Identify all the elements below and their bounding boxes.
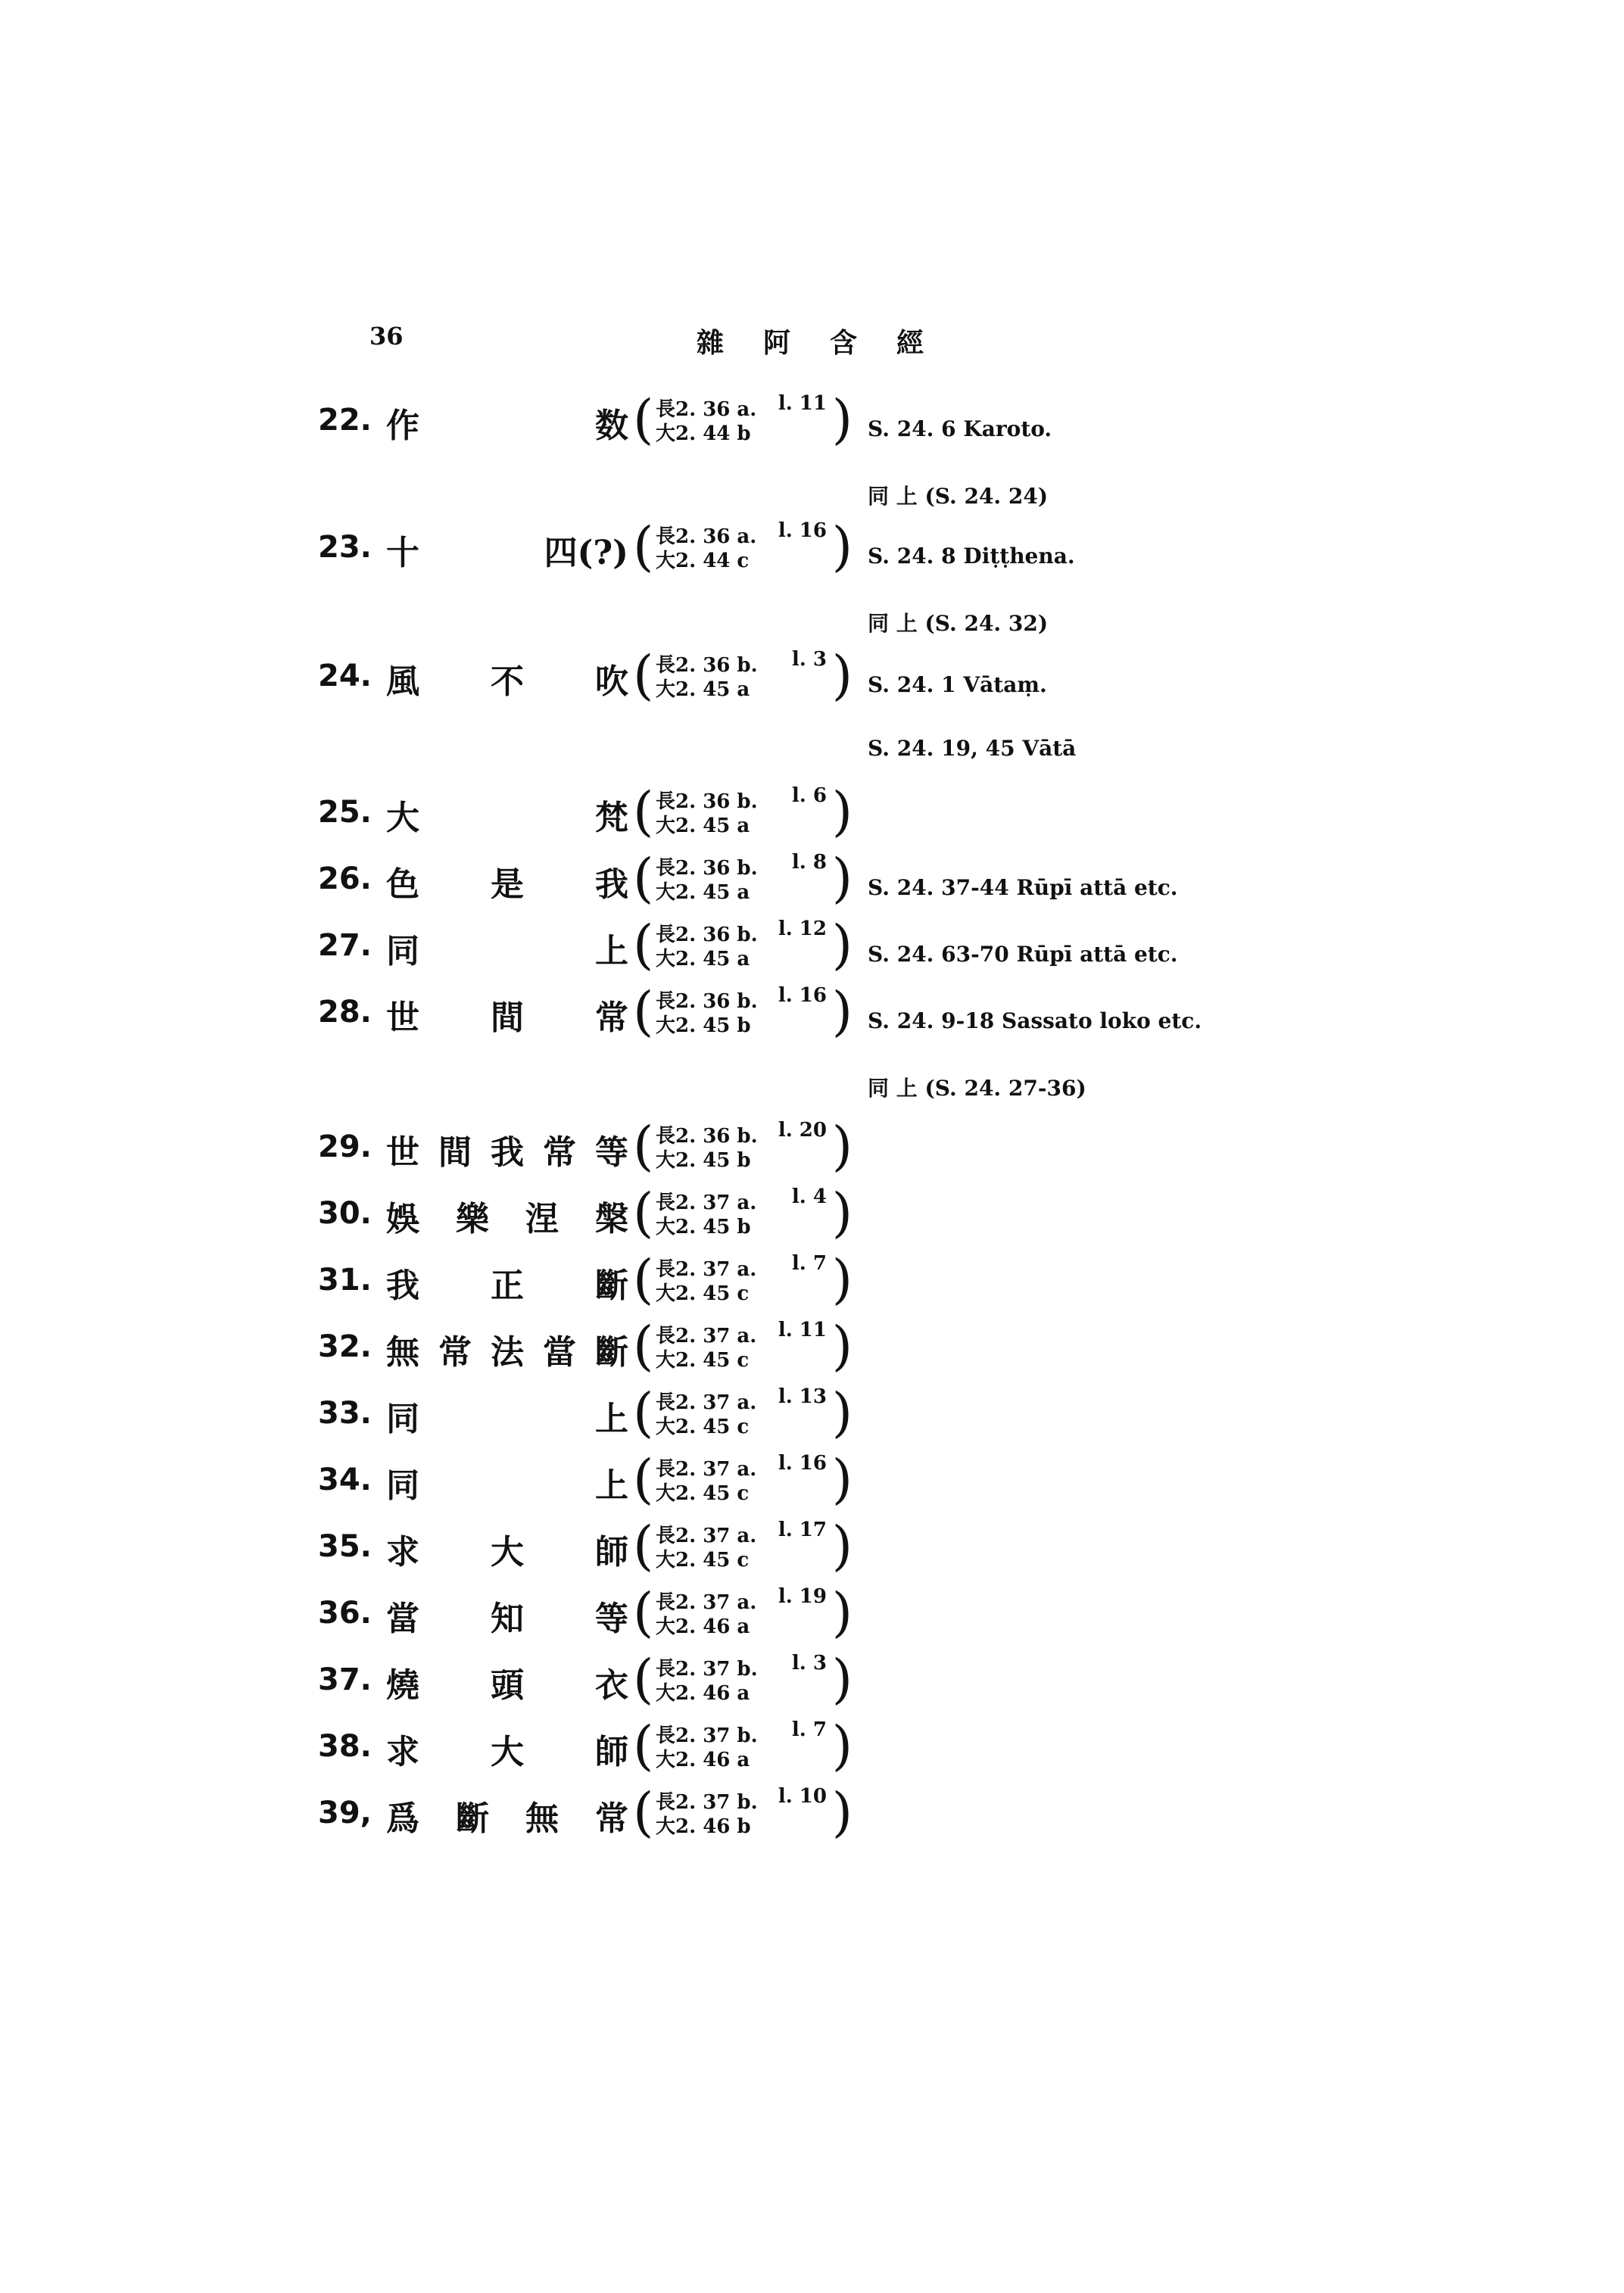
reference-line-da: 大2. 46 a bbox=[656, 1615, 750, 1638]
entry-number: 28. bbox=[318, 995, 372, 1030]
left-paren: ( bbox=[633, 644, 654, 706]
entry-title bbox=[386, 1724, 628, 1773]
right-paren: ) bbox=[831, 388, 853, 450]
entry-row bbox=[0, 643, 1624, 709]
title-char: 常 bbox=[595, 999, 628, 1037]
right-paren: ) bbox=[831, 1648, 853, 1710]
source-reference bbox=[633, 780, 853, 845]
right-paren: ) bbox=[831, 1448, 853, 1510]
title-char: 槃 bbox=[595, 1200, 628, 1238]
reference-line-chang: 長2. 37 a. bbox=[656, 1391, 757, 1414]
left-paren: ( bbox=[633, 1182, 654, 1244]
entry-title bbox=[386, 990, 628, 1039]
entry-number: 38. bbox=[318, 1729, 372, 1764]
reference-line-chang: 長2. 37 a. bbox=[656, 1525, 757, 1547]
title-char: 上 bbox=[595, 932, 628, 970]
title-char: 師 bbox=[595, 1733, 628, 1771]
reference-line-chang: 長2. 37 a. bbox=[656, 1258, 757, 1281]
entry-title bbox=[386, 1525, 628, 1573]
reference-line-da: 大2. 46 b bbox=[656, 1815, 751, 1838]
right-paren: ) bbox=[831, 1581, 853, 1643]
entry-row bbox=[0, 1581, 1624, 1646]
running-title: 雜阿含經 bbox=[697, 327, 964, 359]
title-char: 我 bbox=[491, 1133, 524, 1172]
entry-row bbox=[0, 1114, 1624, 1179]
reference-line-chang: 長2. 36 b. bbox=[656, 857, 758, 880]
entry-row bbox=[0, 515, 1624, 580]
title-char: 間 bbox=[438, 1133, 472, 1172]
entry-title bbox=[386, 1791, 628, 1840]
right-paren: ) bbox=[831, 1781, 853, 1843]
title-char: 知 bbox=[491, 1600, 524, 1638]
entry-row bbox=[0, 1714, 1624, 1779]
right-paren: ) bbox=[831, 1115, 853, 1177]
right-paren: ) bbox=[831, 980, 853, 1042]
source-reference bbox=[633, 1714, 853, 1779]
entry-title bbox=[386, 790, 628, 839]
reference-line-da: 大2. 45 b bbox=[656, 1216, 751, 1238]
entry-row bbox=[0, 388, 1624, 453]
entry-row bbox=[0, 1181, 1624, 1246]
reference-line-number: l. 3 bbox=[791, 648, 827, 671]
title-char: 四(?) bbox=[544, 534, 628, 572]
title-char: 等 bbox=[595, 1600, 628, 1638]
reference-line-da: 大2. 45 c bbox=[656, 1482, 750, 1505]
title-char: 涅 bbox=[525, 1200, 559, 1238]
entry-row bbox=[0, 1447, 1624, 1513]
left-paren: ( bbox=[633, 1315, 654, 1377]
source-reference bbox=[633, 1314, 853, 1379]
source-reference bbox=[633, 1181, 853, 1246]
reference-line-chang: 長2. 36 a. bbox=[656, 525, 757, 548]
pali-parallel: S. 24. 63-70 Rūpī attā etc. bbox=[868, 942, 1178, 967]
pali-parallel: 同 上 (S. 24. 27-36) bbox=[868, 1076, 1086, 1101]
reference-line-da: 大2. 45 c bbox=[656, 1282, 750, 1305]
reference-line-number: l. 3 bbox=[791, 1652, 827, 1675]
title-char: 色 bbox=[386, 865, 419, 904]
entry-title bbox=[386, 1125, 628, 1173]
title-char: 娛 bbox=[386, 1200, 419, 1238]
pali-parallel: S. 24. 37-44 Rūpī attā etc. bbox=[868, 875, 1178, 900]
entry-title bbox=[386, 1258, 628, 1307]
entry-row bbox=[0, 1647, 1624, 1712]
reference-line-da: 大2. 46 a bbox=[656, 1682, 750, 1705]
entry-row bbox=[0, 980, 1624, 1045]
title-char: 風 bbox=[386, 662, 419, 701]
reference-line-chang: 長2. 36 b. bbox=[656, 654, 758, 677]
reference-line-number: l. 12 bbox=[778, 918, 827, 940]
source-reference bbox=[633, 1581, 853, 1646]
title-char: 樂 bbox=[456, 1200, 489, 1238]
title-char: 燒 bbox=[386, 1666, 419, 1705]
title-char: 十 bbox=[386, 534, 419, 572]
reference-line-da: 大2. 44 c bbox=[656, 550, 750, 572]
reference-line-number: l. 7 bbox=[791, 1718, 827, 1741]
right-paren: ) bbox=[831, 516, 853, 578]
reference-line-da: 大2. 45 a bbox=[656, 678, 750, 701]
right-paren: ) bbox=[831, 1515, 853, 1577]
entry-row bbox=[0, 1248, 1624, 1313]
entry-title bbox=[386, 924, 628, 972]
entry-title bbox=[386, 1192, 628, 1240]
entry-number: 30. bbox=[318, 1196, 372, 1231]
left-paren: ( bbox=[633, 847, 654, 909]
title-char: 求 bbox=[386, 1533, 419, 1572]
reference-line-number: l. 4 bbox=[791, 1185, 827, 1208]
entry-row bbox=[0, 1381, 1624, 1446]
source-reference bbox=[633, 1381, 853, 1446]
entry-title bbox=[386, 1658, 628, 1706]
entry-row bbox=[0, 780, 1624, 845]
source-reference bbox=[633, 1248, 853, 1313]
reference-line-number: l. 19 bbox=[778, 1585, 827, 1608]
left-paren: ( bbox=[633, 1448, 654, 1510]
title-char: 世 bbox=[386, 1133, 419, 1172]
reference-line-number: l. 16 bbox=[778, 1452, 827, 1475]
entry-title bbox=[386, 525, 628, 574]
entry-number: 27. bbox=[318, 928, 372, 963]
left-paren: ( bbox=[633, 1382, 654, 1444]
entry-title bbox=[386, 654, 628, 703]
entry-row bbox=[0, 1781, 1624, 1846]
reference-line-number: l. 6 bbox=[791, 784, 827, 807]
reference-line-number: l. 20 bbox=[778, 1119, 827, 1142]
entry-number: 32. bbox=[318, 1329, 372, 1364]
pali-parallel: S. 24. 9-18 Sassato loko etc. bbox=[868, 1008, 1202, 1033]
title-char: 同 bbox=[386, 1466, 419, 1505]
entry-number: 36. bbox=[318, 1596, 372, 1631]
title-char: 常 bbox=[438, 1333, 472, 1372]
entry-number: 24. bbox=[318, 659, 372, 693]
reference-line-number: l. 10 bbox=[778, 1785, 827, 1808]
reference-line-da: 大2. 45 c bbox=[656, 1416, 750, 1438]
title-char: 上 bbox=[595, 1466, 628, 1505]
title-char: 常 bbox=[543, 1133, 576, 1172]
source-reference bbox=[633, 1647, 853, 1712]
source-reference bbox=[633, 388, 853, 453]
right-paren: ) bbox=[831, 847, 853, 909]
reference-line-da: 大2. 44 b bbox=[656, 422, 751, 445]
title-char: 衣 bbox=[595, 1666, 628, 1705]
title-char: 等 bbox=[595, 1133, 628, 1172]
entry-title bbox=[386, 1391, 628, 1440]
source-reference bbox=[633, 913, 853, 978]
title-char: 作 bbox=[386, 407, 419, 445]
right-paren: ) bbox=[831, 1382, 853, 1444]
reference-line-da: 大2. 45 a bbox=[656, 815, 750, 837]
reference-line-chang: 長2. 37 a. bbox=[656, 1458, 757, 1481]
title-char: 上 bbox=[595, 1400, 628, 1438]
left-paren: ( bbox=[633, 516, 654, 578]
title-char: 常 bbox=[595, 1799, 628, 1838]
title-char: 斷 bbox=[595, 1333, 628, 1372]
entry-number: 26. bbox=[318, 861, 372, 896]
pali-parallel: S. 24. 19, 45 Vātā bbox=[868, 736, 1077, 761]
left-paren: ( bbox=[633, 1581, 654, 1643]
reference-line-da: 大2. 45 b bbox=[656, 1149, 751, 1172]
title-char: 世 bbox=[386, 999, 419, 1037]
title-char: 大 bbox=[386, 799, 419, 837]
entry-number: 34. bbox=[318, 1463, 372, 1497]
title-char: 頭 bbox=[491, 1666, 524, 1705]
entry-title bbox=[386, 1325, 628, 1373]
title-char: 是 bbox=[491, 865, 524, 904]
entry-number: 35. bbox=[318, 1529, 372, 1564]
reference-line-chang: 長2. 37 a. bbox=[656, 1325, 757, 1347]
left-paren: ( bbox=[633, 1648, 654, 1710]
title-char: 求 bbox=[386, 1733, 419, 1771]
title-char: 當 bbox=[543, 1333, 576, 1372]
reference-line-chang: 長2. 37 b. bbox=[656, 1724, 758, 1747]
reference-line-da: 大2. 46 a bbox=[656, 1749, 750, 1771]
left-paren: ( bbox=[633, 1248, 654, 1310]
reference-line-da: 大2. 45 c bbox=[656, 1349, 750, 1372]
left-paren: ( bbox=[633, 1115, 654, 1177]
reference-line-da: 大2. 45 b bbox=[656, 1014, 751, 1037]
right-paren: ) bbox=[831, 1315, 853, 1377]
left-paren: ( bbox=[633, 388, 654, 450]
source-reference bbox=[633, 1447, 853, 1513]
title-char: 吹 bbox=[595, 662, 628, 701]
title-char: 数 bbox=[595, 407, 628, 445]
title-char: 不 bbox=[491, 662, 524, 701]
entry-number: 22. bbox=[318, 403, 372, 438]
entry-number: 29. bbox=[318, 1129, 372, 1164]
title-char: 正 bbox=[491, 1266, 524, 1305]
entry-number: 25. bbox=[318, 795, 372, 830]
title-char: 當 bbox=[386, 1600, 419, 1638]
left-paren: ( bbox=[633, 780, 654, 843]
entry-number: 39, bbox=[318, 1796, 372, 1830]
pali-parallel: S. 24. 6 Karoto. bbox=[868, 416, 1052, 441]
left-paren: ( bbox=[633, 1515, 654, 1577]
entry-title bbox=[386, 1458, 628, 1506]
reference-line-number: l. 11 bbox=[778, 1319, 827, 1341]
left-paren: ( bbox=[633, 914, 654, 976]
reference-line-da: 大2. 45 a bbox=[656, 948, 750, 970]
title-char: 大 bbox=[491, 1733, 524, 1771]
reference-line-chang: 長2. 36 b. bbox=[656, 924, 758, 946]
reference-line-chang: 長2. 37 b. bbox=[656, 1658, 758, 1681]
title-char: 大 bbox=[491, 1533, 524, 1572]
left-paren: ( bbox=[633, 1781, 654, 1843]
reference-line-da: 大2. 45 a bbox=[656, 881, 750, 904]
reference-line-chang: 長2. 37 a. bbox=[656, 1591, 757, 1614]
entry-title bbox=[386, 857, 628, 905]
pali-parallel: 同 上 (S. 24. 24) bbox=[868, 484, 1049, 509]
title-char: 無 bbox=[525, 1799, 559, 1838]
entry-number: 23. bbox=[318, 530, 372, 565]
pali-parallel: S. 24. 1 Vātaṃ. bbox=[868, 672, 1047, 697]
title-char: 我 bbox=[386, 1266, 419, 1305]
reference-line-number: l. 17 bbox=[778, 1519, 827, 1541]
entry-number: 31. bbox=[318, 1263, 372, 1298]
page-number: 36 bbox=[369, 322, 404, 350]
reference-line-number: l. 7 bbox=[791, 1252, 827, 1275]
entry-row bbox=[0, 1514, 1624, 1579]
reference-line-number: l. 16 bbox=[778, 519, 827, 542]
source-reference bbox=[633, 1781, 853, 1846]
source-reference bbox=[633, 1514, 853, 1579]
title-char: 斷 bbox=[595, 1266, 628, 1305]
entry-number: 33. bbox=[318, 1396, 372, 1431]
right-paren: ) bbox=[831, 1248, 853, 1310]
title-char: 爲 bbox=[386, 1799, 419, 1838]
reference-line-number: l. 8 bbox=[791, 851, 827, 874]
title-char: 無 bbox=[386, 1333, 419, 1372]
entry-row bbox=[0, 913, 1624, 978]
title-char: 法 bbox=[491, 1333, 524, 1372]
title-char: 師 bbox=[595, 1533, 628, 1572]
reference-line-number: l. 13 bbox=[778, 1385, 827, 1408]
title-char: 梵 bbox=[595, 799, 628, 837]
reference-line-da: 大2. 45 c bbox=[656, 1549, 750, 1572]
source-reference bbox=[633, 980, 853, 1045]
reference-line-chang: 長2. 37 a. bbox=[656, 1192, 757, 1214]
reference-line-chang: 長2. 37 b. bbox=[656, 1791, 758, 1814]
source-reference bbox=[633, 846, 853, 911]
right-paren: ) bbox=[831, 914, 853, 976]
source-reference bbox=[633, 515, 853, 580]
title-char: 斷 bbox=[456, 1799, 489, 1838]
pali-parallel: S. 24. 8 Diṭṭhena. bbox=[868, 544, 1075, 569]
title-char: 同 bbox=[386, 1400, 419, 1438]
pali-parallel: 同 上 (S. 24. 32) bbox=[868, 611, 1049, 636]
source-reference bbox=[633, 1114, 853, 1179]
source-reference bbox=[633, 643, 853, 709]
title-char: 我 bbox=[595, 865, 628, 904]
right-paren: ) bbox=[831, 1715, 853, 1777]
right-paren: ) bbox=[831, 780, 853, 843]
right-paren: ) bbox=[831, 644, 853, 706]
title-char: 同 bbox=[386, 932, 419, 970]
reference-line-number: l. 11 bbox=[778, 392, 827, 415]
entry-title bbox=[386, 1591, 628, 1640]
reference-line-chang: 長2. 36 a. bbox=[656, 398, 757, 421]
left-paren: ( bbox=[633, 980, 654, 1042]
left-paren: ( bbox=[633, 1715, 654, 1777]
reference-line-chang: 長2. 36 b. bbox=[656, 1125, 758, 1148]
reference-line-chang: 長2. 36 b. bbox=[656, 790, 758, 813]
entry-row bbox=[0, 1314, 1624, 1379]
right-paren: ) bbox=[831, 1182, 853, 1244]
reference-line-chang: 長2. 36 b. bbox=[656, 990, 758, 1013]
title-char: 間 bbox=[491, 999, 524, 1037]
entry-row bbox=[0, 846, 1624, 911]
entry-number: 37. bbox=[318, 1662, 372, 1697]
entry-title bbox=[386, 398, 628, 447]
reference-line-number: l. 16 bbox=[778, 984, 827, 1007]
page-header bbox=[0, 322, 1624, 367]
